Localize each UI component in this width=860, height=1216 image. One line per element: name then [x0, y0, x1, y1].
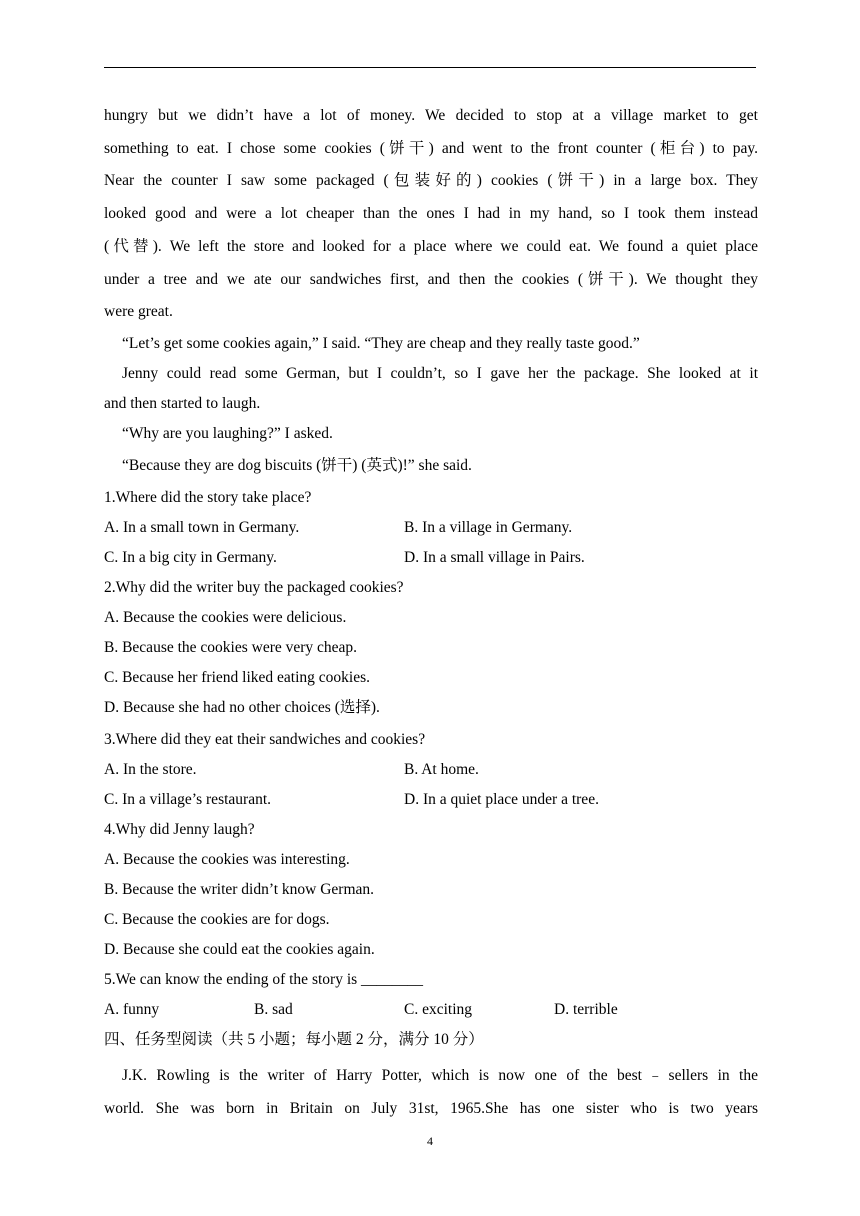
text-line: Near the counter I saw some packaged (包装好的) cookies (饼干) in a large box. They — [104, 172, 758, 190]
question-3-option-d: D. In a quiet place under a tree. — [404, 790, 599, 808]
question-4-stem: 4.Why did Jenny laugh? — [104, 820, 255, 838]
question-4-option-a: A. Because the cookies was interesting. — [104, 850, 350, 868]
question-3-option-b: B. At home. — [404, 760, 479, 778]
passage-paragraph-1 — [104, 100, 758, 329]
text-line: J.K. Rowling is the writer of Harry Potter, which is now one of the best﹣sellers in the — [122, 1066, 758, 1084]
question-5-option-b: B. sad — [254, 1000, 293, 1018]
question-1-option-d: D. In a small village in Pairs. — [404, 548, 585, 566]
section-4-paragraph — [104, 1059, 758, 1126]
question-4-option-c: C. Because the cookies are for dogs. — [104, 910, 330, 928]
question-3-option-c: C. In a village’s restaurant. — [104, 790, 272, 808]
header-rule — [104, 67, 756, 68]
question-2-option-c: C. Because her friend liked eating cookies. — [104, 668, 370, 686]
question-4-option-b: B. Because the writer didn’t know German. — [104, 880, 375, 898]
question-1-options-row-2 — [104, 543, 758, 573]
text-line: world. She was born in Britain on July 31st, 1965.She has one sister who is two years — [104, 1100, 758, 1118]
question-2-stem: 2.Why did the writer buy the packaged cookies? — [104, 578, 404, 596]
question-2-option-a: A. Because the cookies were delicious. — [104, 608, 347, 626]
question-5-option-c: C. exciting — [404, 1000, 473, 1018]
section-4-heading: 四、任务型阅读（共 5 小题；每小题 2 分，满分 10 分） — [104, 1030, 484, 1048]
question-3-options-row-2 — [104, 785, 758, 815]
question-1-stem: 1.Where did the story take place? — [104, 488, 312, 506]
question-5-option-d: D. terrible — [554, 1000, 618, 1018]
passage-paragraph-3-line-2: and then started to laugh. — [104, 394, 261, 412]
document-body — [104, 100, 758, 1126]
question-3-stem: 3.Where did they eat their sandwiches and cookies? — [104, 730, 426, 748]
passage-quote-2: “Why are you laughing?” I asked. — [122, 424, 333, 442]
question-5-options-row — [104, 995, 758, 1025]
text-line: hungry but we didn’t have a lot of money. We decided to stop at a village market to get — [104, 107, 758, 124]
question-2-option-d: D. Because she had no other choices (选择). — [104, 698, 380, 716]
question-5-stem: 5.We can know the ending of the story is ________ — [104, 970, 424, 988]
question-5-option-a: A. funny — [104, 1000, 160, 1018]
text-line: (代替). We left the store and looked for a place where we could eat. We found a quiet place — [104, 237, 758, 255]
text-line: under a tree and we ate our sandwiches first, and then the cookies (饼干). We thought they — [104, 270, 758, 288]
question-1-option-b: B. In a village in Germany. — [404, 518, 573, 536]
question-4-option-d: D. Because she could eat the cookies again. — [104, 940, 375, 958]
question-3-options-row-1 — [104, 755, 758, 785]
question-1-options-row-1 — [104, 513, 758, 543]
passage-paragraph-3-line-1: Jenny could read some German, but I couldn’t, so I gave her the package. She looked at it — [122, 364, 758, 382]
question-2-option-b: B. Because the cookies were very cheap. — [104, 638, 358, 656]
passage-quote-1: “Let’s get some cookies again,” I said. “They are cheap and they really taste good.” — [122, 334, 640, 352]
text-line: were great. — [104, 303, 173, 321]
page-number: 4 — [427, 1134, 433, 1148]
question-3-option-a: A. In the store. — [104, 760, 197, 778]
passage-quote-3: “Because they are dog biscuits (饼干) (英式)!” she said. — [122, 456, 472, 474]
text-line: something to eat. I chose some cookies (饼干) and went to the front counter (柜台) to pay. — [104, 139, 758, 157]
text-line: looked good and were a lot cheaper than the ones I had in my hand, so I took them instead — [104, 205, 758, 223]
question-1-option-a: A. In a small town in Germany. — [104, 518, 300, 536]
question-1-option-c: C. In a big city in Germany. — [104, 548, 277, 566]
